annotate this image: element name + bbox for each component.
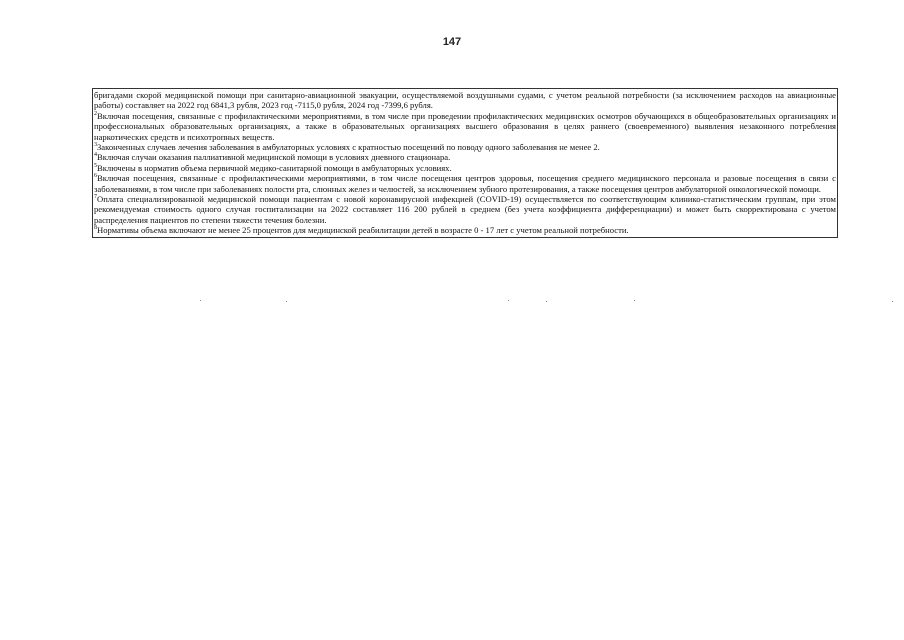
scan-speck [508,300,509,301]
footnote-marker: 6 [94,173,97,180]
footnote-6 [94,173,836,194]
scan-speck [286,301,287,302]
footnote-marker: 4 [94,152,97,159]
footnote-4 [94,152,836,162]
footnote-text: Включая посещения, связанные с профилактическими мероприятиями, в том числе посещения центров здоровья, посещения среднего медицинского персонала и разовые посещения в связи с заболеваниями, в том числе при заболеваниях полости рта, слюнных желез и челюстей, за исключением зубного протезирования, а также посещения центров амбулаторной онкологической помощи. [94,173,836,194]
scan-speck [200,300,201,301]
footnote-7 [94,194,836,225]
footnote-5 [94,163,836,173]
footnote-text: Включая посещения, связанные с профилактическими мероприятиями, в том числе при проведении профилактических медицинских осмотров обучающихся в общеобразовательных организациях и профессиональных образовательных организациях, а также в образовательных организациях высшего образования в целях раннего (своевременного) выявления незаконного потребления наркотических средств и психотропных веществ. [94,110,836,142]
footnote-8 [94,225,836,235]
footnote-marker: 7 [94,194,97,201]
scan-speck [546,301,547,302]
footnote-continuation [94,90,836,111]
footnote-text: Законченных случаев лечения заболевания в амбулаторных условиях с кратностью посещений по поводу одного заболевания не менее 2. [97,142,600,153]
footnote-marker: 8 [94,225,97,232]
footnote-marker: 3 [94,142,97,149]
footnote-marker: 5 [94,162,97,169]
footnotes-box [92,88,838,238]
footnote-marker: 2 [94,110,97,117]
footnote-text: Нормативы объема включают не менее 25 процентов для медицинской реабилитации детей в возрасте 0 - 17 лет с учетом реальной потребности. [97,225,629,236]
scan-speck [634,300,635,301]
page-number: 147 [442,36,462,48]
footnote-text: Включены в норматив объема первичной медико-санитарной помощи в амбулаторных условиях. [97,162,452,173]
footnote-2 [94,111,836,142]
footnote-3 [94,142,836,152]
footnote-text: Оплата специализированной медицинской помощи пациентам с новой коронавирусной инфекцией (COVID-19) осуществляется по соответствующим клинико-статистическим группам, при этом рекомендуемая стоимость одного случая госпитализации на 2022 составляет 116 200 рублей в среднем (без учета коэффициента дифференциации) и может быть скорректирована с учетом распределения пациентов по степени тяжести течения болезни. [94,194,836,225]
scan-speck [892,301,893,302]
footnote-text: бригадами скорой медицинской помощи при санитарно-авиационной эвакуации, осуществляемой воздушными судами, с учетом реальной потребности (за исключением расходов на авиационные работы) составляет на 2022 год 6841,3 рубля, 2023 год -7115,0 рубля, 2024 год -7399,6 рубля. [94,90,836,111]
footnote-text: Включая случаи оказания паллиативной медицинской помощи в условиях дневного стационара. [97,152,451,163]
